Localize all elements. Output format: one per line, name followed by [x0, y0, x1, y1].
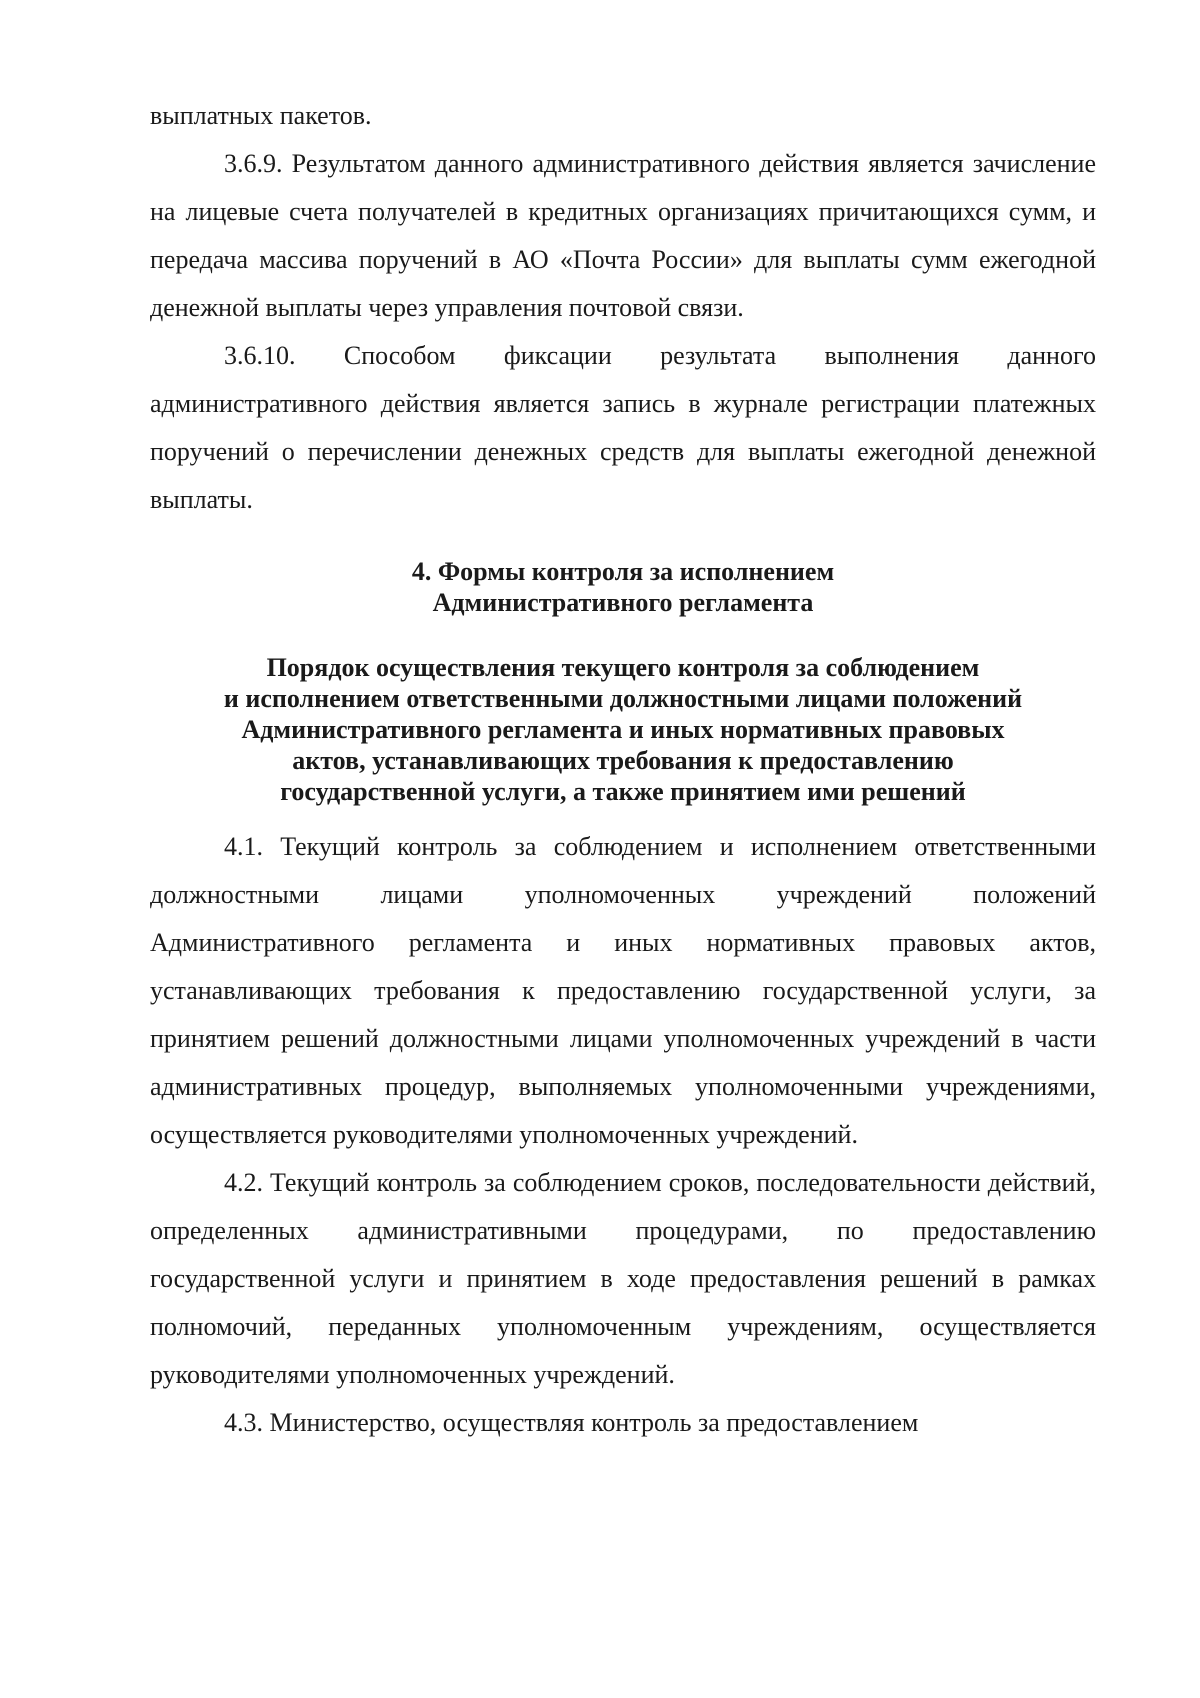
paragraph-4-1: 4.1. Текущий контроль за соблюдением и исполнением ответственными должностными лицами уполномоченных учреждений положений Административного регламента и иных нормативных правовых актов, устанавливающих требования к предоставлению государственной услуги, за принятием решений должностными лицами уполномоченных учреждений в части административных процедур, выполняемых уполномоченными учреждениями, осуществляется руководителями уполномоченных учреждений.: [150, 832, 1096, 1149]
subsection-title-line3: Административного регламента и иных нормативных правовых: [241, 715, 1005, 744]
paragraph-continuation: выплатных пакетов.: [150, 101, 372, 130]
paragraph-4-2: 4.2. Текущий контроль за соблюдением сроков, последовательности действий, определенных административными процедурами, по предоставлению государственной услуги и принятием в ходе предоставления решений в рамках полномочий, переданных уполномоченным учреждениям, осуществляется руководителями уполномоченных учреждений.: [150, 1168, 1096, 1389]
document-page: [150, 92, 1096, 1447]
paragraph-3-6-10: 3.6.10. Способом фиксации результата выполнения данного административного действия является запись в журнале регистрации платежных поручений о перечислении денежных средств для выплаты ежегодной денежной выплаты.: [150, 341, 1096, 514]
paragraph-3-6-9: 3.6.9. Результатом данного административного действия является зачисление на лицевые счета получателей в кредитных организациях причитающихся сумм, и передача массива поручений в АО «Почта России» для выплаты сумм ежегодной денежной выплаты через управления почтовой связи.: [150, 149, 1096, 322]
section-4-title-line2: Административного регламента: [432, 588, 814, 617]
subsection-title-line5: государственной услуги, а также принятием ими решений: [280, 777, 966, 806]
subsection-title-line4: актов, устанавливающих требования к предоставлению: [292, 746, 954, 775]
paragraph-4-3: 4.3. Министерство, осуществляя контроль за предоставлением: [224, 1408, 919, 1437]
subsection-title-line2: и исполнением ответственными должностными лицами положений: [223, 684, 1023, 713]
section-4-title: [150, 556, 1096, 618]
subsection-title-line1: Порядок осуществления текущего контроля за соблюдением: [266, 653, 980, 682]
subsection-title: [150, 652, 1096, 807]
section-4-title-line1: 4. Формы контроля за исполнением: [411, 557, 835, 586]
